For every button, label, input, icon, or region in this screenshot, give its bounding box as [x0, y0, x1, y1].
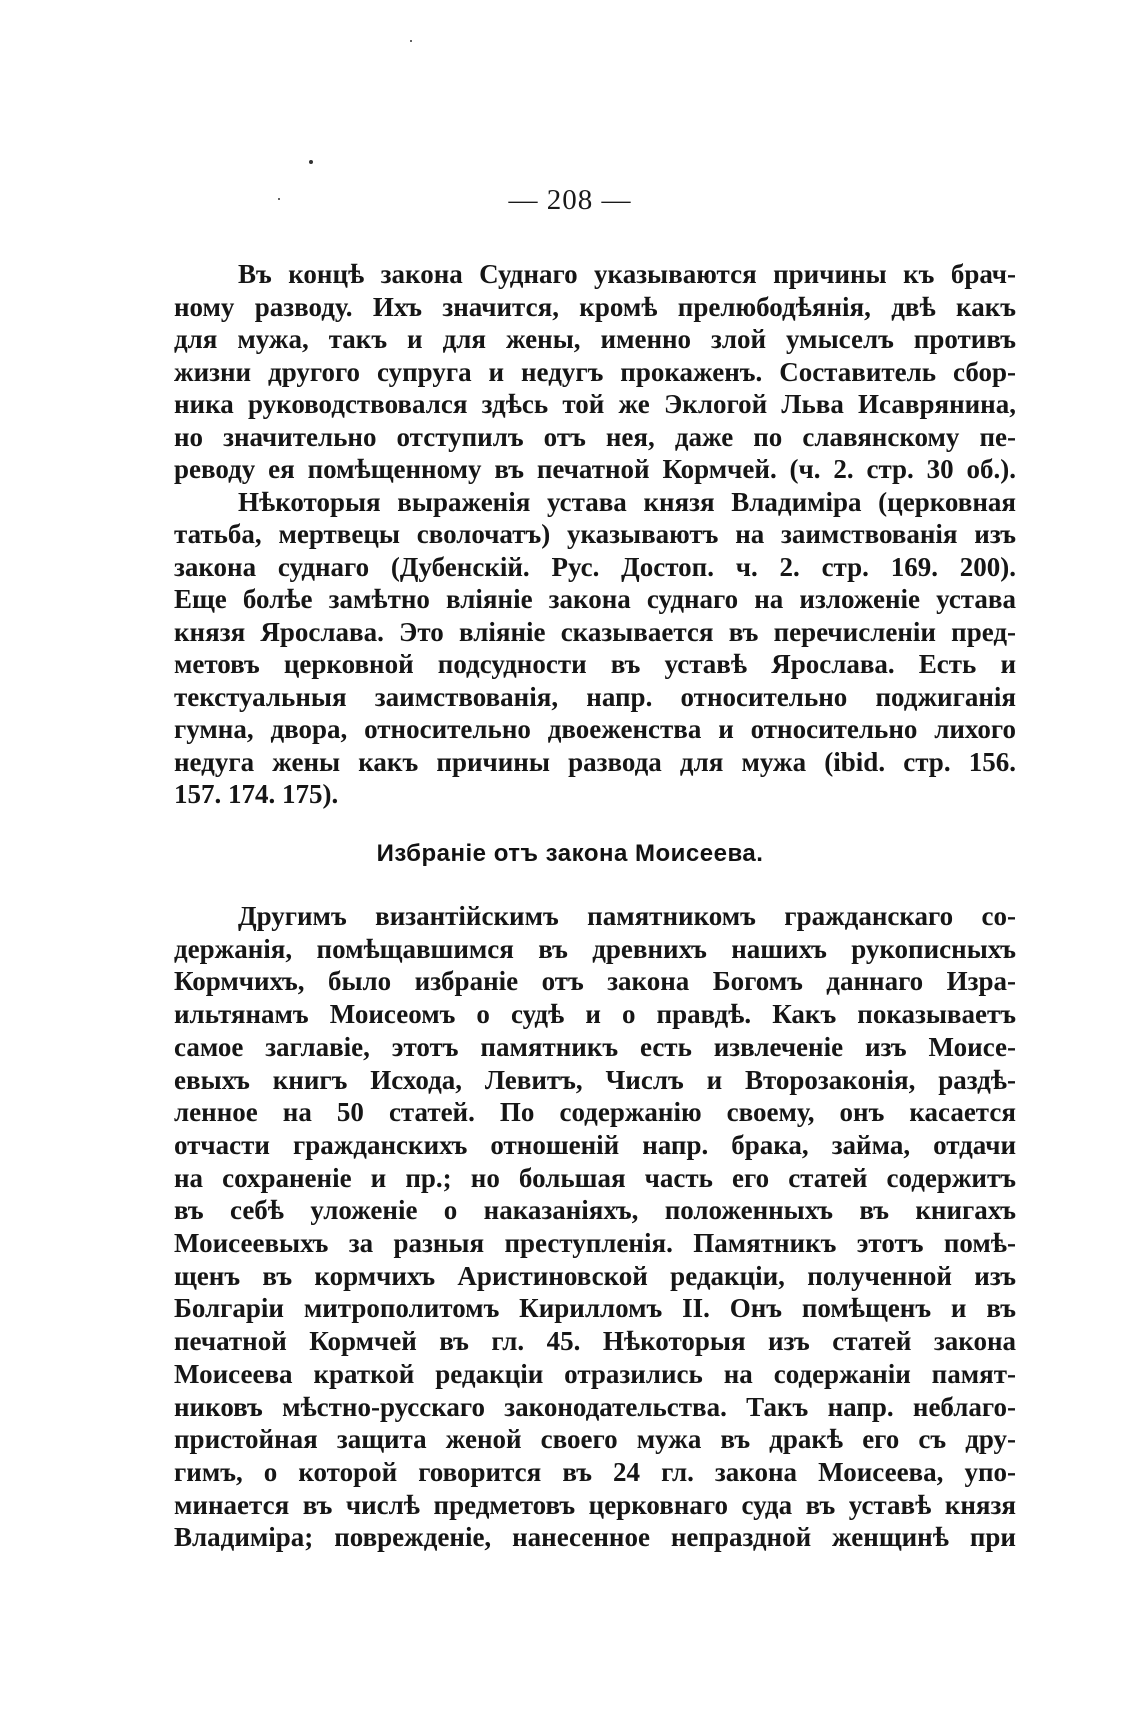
text-line: татьба, мертвецы сволочатъ) указываютъ на заимствованія изъ	[174, 519, 1016, 549]
text-line: Моисеевыхъ за разныя преступленія. Памятникъ этотъ помѣ-	[174, 1228, 1016, 1259]
text-line: ному разводу. Ихъ значится, кромѣ прелюбодѣянія, двѣ какъ	[174, 291, 1016, 322]
text-line: недуга жены какъ причины развода для мужа (ibid. стр. 156.	[174, 746, 1016, 777]
text-line: держанія, помѣщавшимся въ древнихъ нашихъ рукописныхъ	[174, 933, 1016, 964]
upper-text-block	[174, 258, 1016, 811]
text-line: евыхъ книгъ Исхода, Левитъ, Числъ и Второзаконія, раздѣ-	[174, 1064, 1016, 1095]
text-line: гумна, двора, относительно двоеженства и относительно лихого	[174, 714, 1016, 744]
text-line: текстуальныя заимствованія, напр. относительно поджиганія	[174, 681, 1016, 712]
print-speck	[309, 160, 313, 164]
text-line: Болгаріи митрополитомъ Кирилломъ II. Онъ помѣщенъ и въ	[174, 1293, 1016, 1324]
text-line: для мужа, такъ и для жены, именно злой умыселъ противъ	[174, 324, 1016, 354]
text-line: Моисеева краткой редакціи отразились на содержаніи памят-	[174, 1358, 1016, 1389]
text-line: пристойная защита женой своего мужа въ дракѣ его съ дру-	[174, 1424, 1016, 1455]
text-line: метовъ церковной подсудности въ уставѣ Ярослава. Есть и	[174, 649, 1016, 679]
text-line: гимъ, о которой говорится въ 24 гл. закона Моисеева, упо-	[174, 1456, 1016, 1487]
text-line: въ себѣ уложеніе о наказаніяхъ, положенныхъ въ книгахъ	[174, 1195, 1016, 1226]
text-line: Кормчихъ, было избраніе отъ закона Богомъ даннаго Изра-	[174, 966, 1016, 997]
text-line: отчасти гражданскихъ отношеній напр. брака, займа, отдачи	[174, 1129, 1016, 1160]
text-line: щенъ въ кормчихъ Аристиновской редакціи, полученной изъ	[174, 1260, 1016, 1291]
section-heading: Избраніе отъ закона Моисеева.	[376, 840, 764, 867]
text-line: но значительно отступилъ отъ нея, даже по славянскому пе-	[174, 421, 1016, 452]
text-line: никовъ мѣстно-русскаго законодательства. Такъ напр. неблаго-	[174, 1391, 1016, 1422]
print-speck	[410, 40, 412, 42]
text-line: печатной Кормчей въ гл. 45. Нѣкоторыя изъ статей закона	[174, 1326, 1016, 1357]
text-line: закона суднаго (Дубенскій. Рус. Достоп. ч. 2. стр. 169. 200).	[174, 551, 1016, 582]
lower-text-block	[174, 900, 1016, 1554]
text-line: на сохраненіе и пр.; но большая часть его статей содержитъ	[174, 1162, 1016, 1193]
text-line: ника руководствовался здѣсь той же Эклогой Льва Исаврянина,	[174, 389, 1016, 419]
text-line: князя Ярослава. Это вліяніе сказывается въ перечисленіи пред-	[174, 616, 1016, 647]
text-line: Въ концѣ закона Суднаго указываются причины къ брач-	[238, 259, 1016, 289]
text-line: 157. 174. 175).	[174, 779, 339, 809]
text-line: ленное на 50 статей. По содержанію своему, онъ касается	[174, 1097, 1016, 1128]
text-line: минается въ числѣ предметовъ церковнаго суда въ уставѣ князя	[174, 1489, 1016, 1520]
text-line: Другимъ византійскимъ памятникомъ гражданскаго со-	[238, 901, 1016, 931]
page-number: — 208 —	[508, 184, 632, 216]
text-line: Еще болѣе замѣтно вліяніе закона суднаго на изложеніе устава	[174, 584, 1016, 614]
text-line: жизни другого супруга и недугъ прокаженъ. Составитель сбор-	[174, 356, 1016, 387]
text-line: ильтянамъ Моисеомъ о судѣ и о правдѣ. Какъ показываетъ	[174, 999, 1016, 1030]
text-line: Нѣкоторыя выраженія устава князя Владиміра (церковная	[238, 486, 1016, 517]
text-line: самое заглавіе, этотъ памятникъ есть извлеченіе изъ Моисе-	[174, 1031, 1016, 1062]
text-line: Владиміра; поврежденіе, нанесенное непраздной женщинѣ при	[174, 1522, 1016, 1553]
text-line: реводу ея помѣщенному въ печатной Кормчей. (ч. 2. стр. 30 об.).	[174, 454, 1016, 484]
